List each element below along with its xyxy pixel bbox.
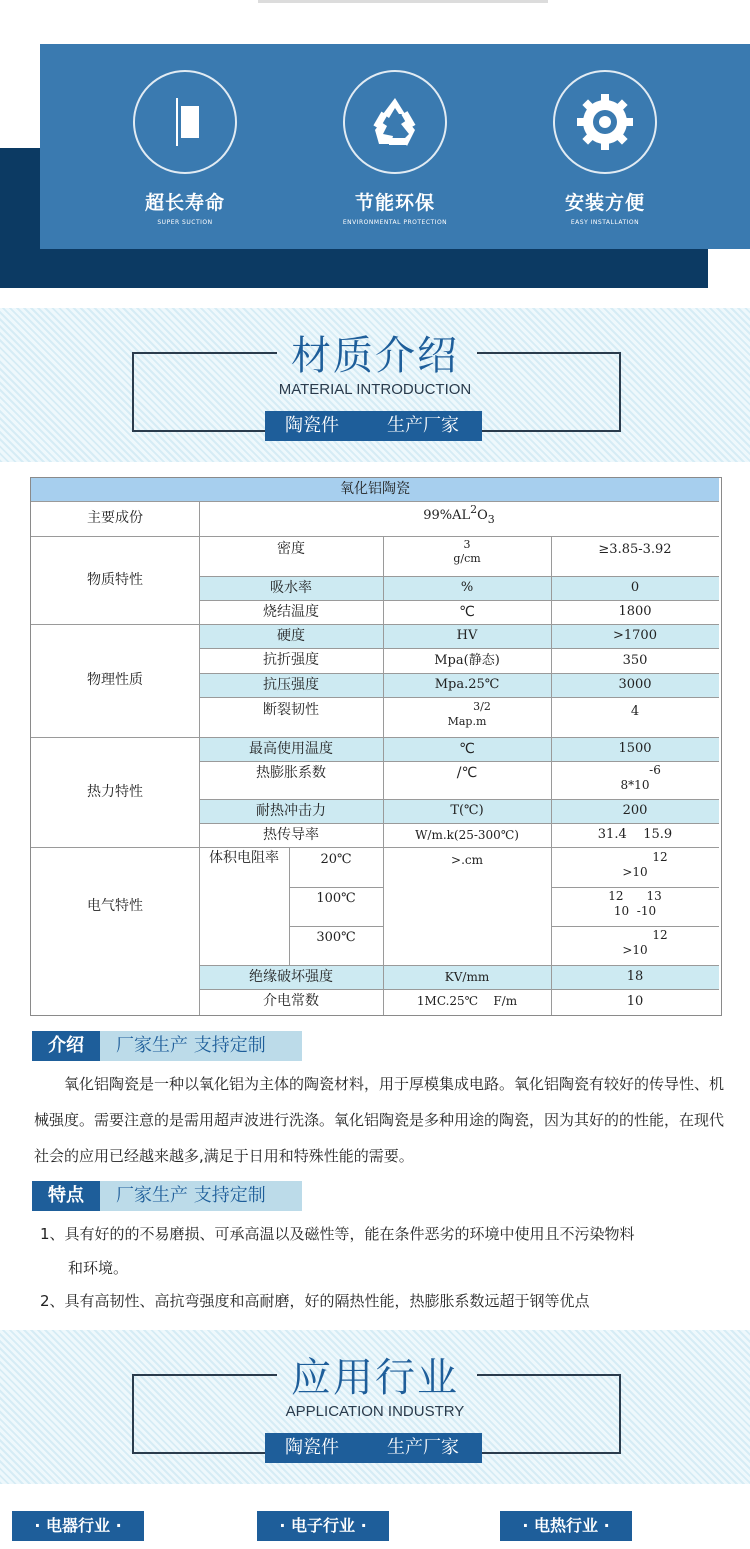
long-life-icon (133, 70, 237, 174)
row-value (551, 763, 719, 799)
group-physical-props: 物质特性 (87, 572, 143, 588)
row-unit: Mpa.25℃ (434, 677, 500, 692)
row-unit: % (460, 580, 474, 595)
feature-item-1: 1、具有好的的不易磨损、可承高温以及磁性等，能在条件恶劣的环境中使用且不污染物料 (40, 1225, 635, 1243)
group-electrical: 电气特性 (87, 898, 143, 914)
row-unit: KV/mm (444, 970, 490, 984)
main-component-value (199, 503, 719, 536)
feature-item-2: 2、具有高韧性、高抗弯强度和高耐磨，好的隔热性能，热膨胀系数远超于钢等优点 (40, 1292, 590, 1310)
feature-subtitle: ENVIRONMENTAL PROTECTION (342, 219, 448, 226)
row-name: 热传导率 (263, 827, 319, 843)
intro-text: 氧化铝陶瓷是一种以氧化铝为主体的陶瓷材料，用于厚模集成电路。氧化铝陶瓷有较好的传导性、机械强度。需要注意的是需用超声波进行洗涤。氧化铝陶瓷是多种用途的陶瓷，因为其好的的性能，在现代社会的应用已经越来越多,满足于日用和特殊性能的需要。 (34, 1075, 725, 1165)
unit-text: Map.m (447, 715, 487, 728)
gear-icon (553, 70, 657, 174)
banner-tag (265, 411, 482, 441)
industry-electrical[interactable]: · 电器行业 · (12, 1511, 144, 1541)
row-value: 31.4 15.9 (597, 827, 673, 842)
formula-o: O (477, 508, 488, 523)
row-unit: W/m.k(25-300℃) (415, 828, 519, 842)
value-20 (551, 850, 719, 880)
value-sup: 12 (652, 850, 668, 864)
value-text: >10 (622, 943, 648, 957)
row-name: 热膨胀系数 (256, 765, 326, 781)
tag-left: 陶瓷件 (285, 1437, 339, 1458)
intro-label: 介绍 (32, 1031, 100, 1061)
feature-install (540, 70, 670, 240)
formula-main: 99%AL (423, 508, 471, 523)
recycle-icon (343, 70, 447, 174)
temp-20: 20℃ (320, 852, 352, 867)
row-unit (383, 699, 551, 737)
formula-sup: 2 (470, 503, 478, 516)
banner-title: 应用行业 (291, 1355, 459, 1401)
main-component-label: 主要成份 (87, 510, 143, 526)
row-name: 抗折强度 (263, 652, 319, 668)
row-name: 最高使用温度 (249, 741, 333, 757)
row-name: 烧结温度 (263, 604, 319, 620)
row-value: 3000 (618, 677, 652, 692)
value-text: >10 (622, 865, 648, 879)
value-sup: 13 (646, 889, 662, 903)
unit-sup: 3/2 (473, 700, 491, 713)
value-text: 10 -10 (613, 904, 657, 918)
tag-right: 生产厂家 (387, 1437, 459, 1458)
temp-100: 100℃ (316, 891, 356, 906)
row-value: 18 (626, 969, 644, 984)
material-table (30, 477, 722, 1016)
value-300 (551, 928, 719, 958)
features-header (32, 1181, 302, 1211)
row-name: 体积电阻率 (209, 850, 279, 866)
frame-top-left (132, 1374, 277, 1376)
feature-title: 安装方便 (564, 192, 645, 214)
banner-tag (265, 1433, 482, 1463)
tag-left: 陶瓷件 (285, 415, 339, 436)
frame-top-right (477, 1374, 619, 1376)
row-unit: ℃ (459, 741, 475, 757)
row-value: >1700 (613, 628, 657, 643)
industry-electric-heating[interactable]: · 电热行业 · (500, 1511, 632, 1541)
row-name: 硬度 (277, 628, 305, 644)
feature-subtitle: SUPER SUCTION (157, 219, 213, 226)
group-thermal: 热力特性 (87, 784, 143, 800)
frame-top-left (132, 352, 277, 354)
feature-subtitle: EASY INSTALLATION (570, 219, 640, 226)
banner-subtitle: MATERIAL INTRODUCTION (278, 381, 472, 398)
material-banner (0, 308, 750, 462)
row-value: 4 (630, 704, 640, 719)
temp-300: 300℃ (316, 930, 356, 945)
row-name: 耐热冲击力 (256, 803, 326, 819)
feature-title: 超长寿命 (144, 192, 225, 214)
intro-tag: 厂家生产 支持定制 (100, 1031, 302, 1061)
row-value: ≥3.85-3.92 (598, 542, 672, 557)
value-text: 8*10 (620, 778, 650, 792)
intro-header (32, 1031, 302, 1061)
row-unit: ℃ (459, 604, 475, 620)
row-unit: /℃ (456, 765, 478, 781)
hero-section (0, 0, 750, 300)
row-name: 密度 (277, 541, 305, 557)
unit-sup: 3 (463, 538, 471, 551)
row-value: 350 (622, 653, 648, 668)
application-banner (0, 1330, 750, 1484)
row-name: 绝缘破坏强度 (249, 969, 333, 985)
row-value: 0 (630, 580, 640, 595)
formula-sub: 3 (487, 513, 495, 526)
feature-long-life (120, 70, 250, 240)
row-name: 断裂韧性 (263, 702, 319, 718)
value-sup: 12 (652, 928, 668, 942)
features-label: 特点 (32, 1181, 100, 1211)
row-name: 抗压强度 (263, 677, 319, 693)
industry-electronics[interactable]: · 电子行业 · (257, 1511, 389, 1541)
value-sup: -6 (649, 763, 661, 777)
features-tag: 厂家生产 支持定制 (100, 1181, 302, 1211)
banner-subtitle: APPLICATION INDUSTRY (285, 1403, 465, 1420)
value-sup: 12 (608, 889, 624, 903)
feature-title: 节能环保 (354, 192, 435, 214)
group-physical-nature: 物理性质 (87, 672, 143, 688)
feature-eco (330, 70, 460, 240)
table-title: 氧化铝陶瓷 (31, 478, 719, 501)
frame-top-right (477, 352, 619, 354)
row-value: 1800 (618, 604, 652, 619)
row-name: 吸水率 (270, 580, 312, 596)
row-name: 介电常数 (263, 993, 319, 1009)
row-unit (383, 538, 551, 576)
row-unit: HV (456, 628, 478, 643)
row-value: 1500 (618, 741, 652, 756)
row-unit: Mpa(静态) (434, 653, 500, 668)
tag-right: 生产厂家 (387, 415, 459, 436)
banner-title: 材质介绍 (291, 333, 459, 379)
feature-item-1-cont: 和环境。 (68, 1259, 129, 1277)
value-100 (551, 889, 719, 919)
row-unit: 1MC.25℃ F/m (416, 994, 518, 1008)
row-unit: T(℃) (450, 803, 484, 818)
row-unit: >.cm (451, 853, 483, 867)
row-value: 200 (622, 803, 648, 818)
top-divider (258, 0, 548, 3)
unit-text: g/cm (453, 552, 481, 565)
row-value: 10 (626, 994, 644, 1009)
